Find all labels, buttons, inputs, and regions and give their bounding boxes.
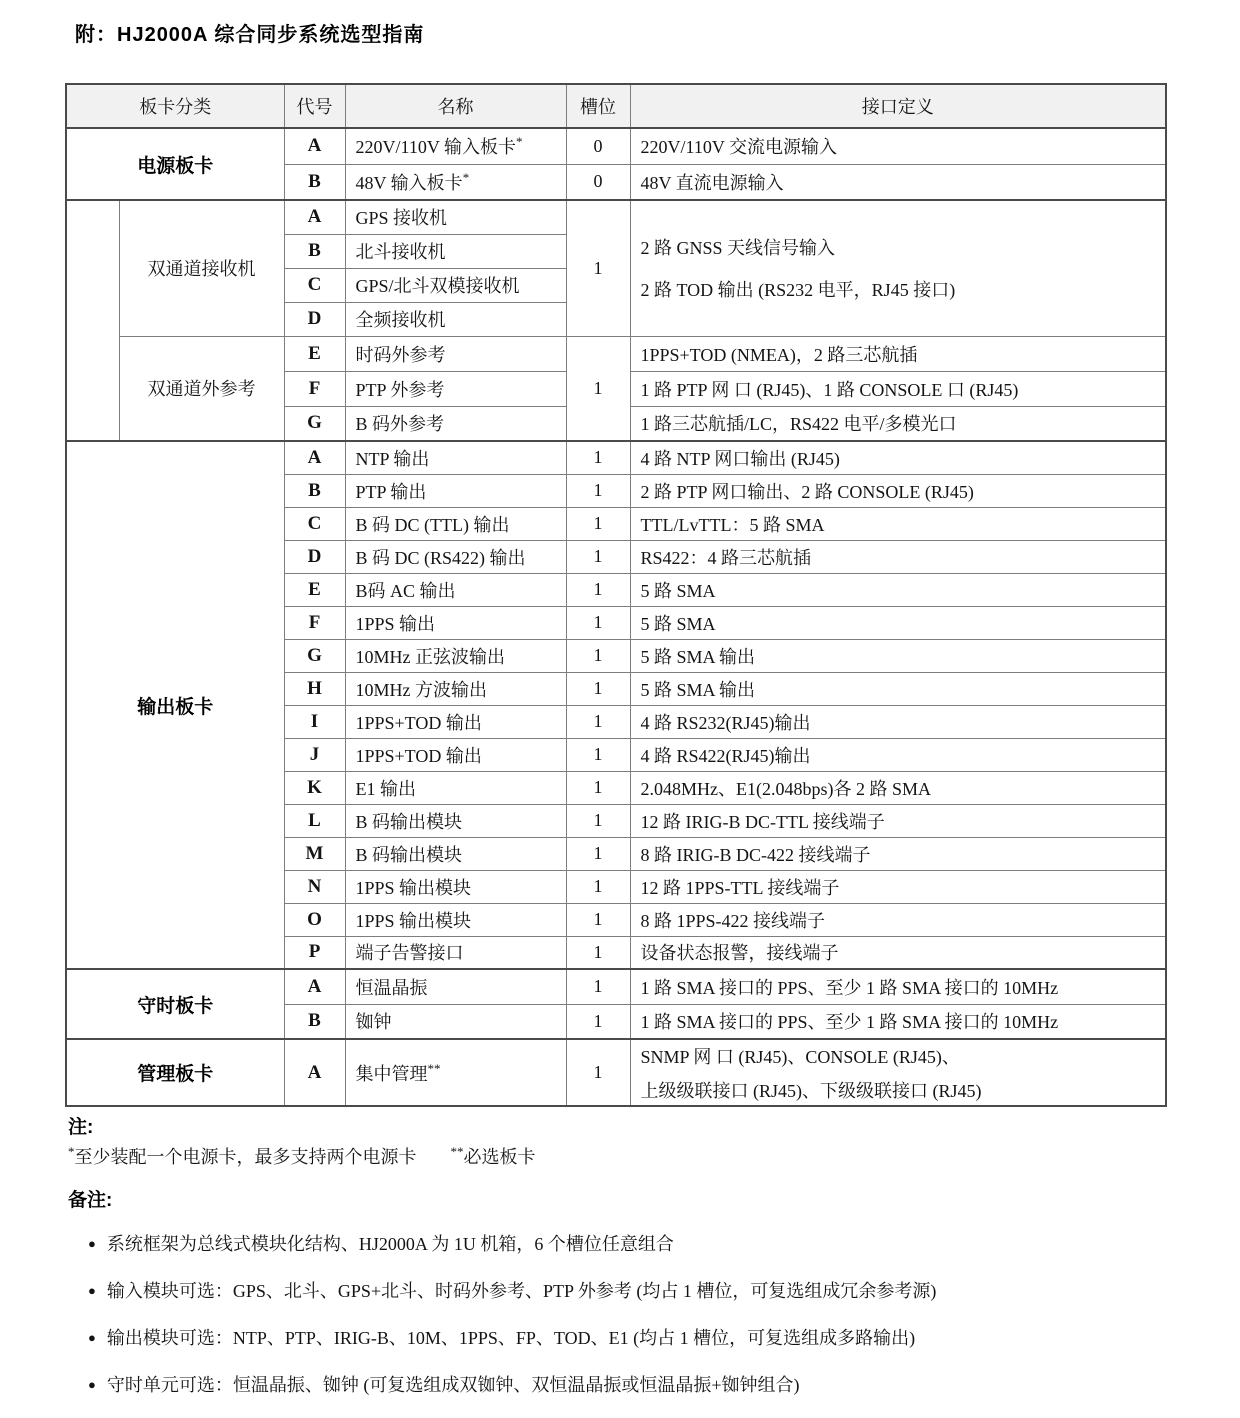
code-cell: A [284, 200, 345, 234]
category-ext-ref: 双通道外参考 [119, 336, 284, 441]
note-label: 注: [68, 1117, 94, 1138]
interface-line: SNMP 网 口 (RJ45)、CONSOLE (RJ45)、 [640, 1046, 960, 1067]
interface-cell: 1 路 SMA 接口的 PPS、至少 1 路 SMA 接口的 10MHz [630, 969, 1166, 1004]
slot-cell: 1 [566, 1004, 630, 1039]
name-cell: 全频接收机 [345, 302, 566, 336]
category-receiver: 双通道接收机 [119, 200, 284, 336]
code-cell: G [284, 406, 345, 441]
interface-line: 2 路 GNSS 天线信号输入 [640, 238, 836, 259]
bullet-text: 输出模块可选：NTP、PTP、IRIG-B、10M、1PPS、FP、TOD、E1 (均占 1 槽位，可复选组成多路输出) [106, 1328, 916, 1348]
footnote-star: * [68, 1144, 75, 1159]
code-cell: H [284, 672, 345, 705]
name-cell [345, 1039, 566, 1106]
slot-cell: 1 [566, 639, 630, 672]
slot-cell: 1 [566, 903, 630, 936]
name-cell: GPS 接收机 [345, 200, 566, 234]
slot-cell: 1 [566, 738, 630, 771]
category-power: 电源板卡 [66, 128, 284, 200]
name-cell: 1PPS+TOD 输出 [345, 705, 566, 738]
code-cell: K [284, 771, 345, 804]
name-cell: 时码外参考 [345, 336, 566, 371]
interface-cell: 5 路 SMA [630, 573, 1166, 606]
footnote-star-2: ** [450, 1144, 464, 1159]
table-row [66, 200, 1166, 234]
slot-cell: 1 [566, 837, 630, 870]
header-slot: 槽位 [566, 84, 630, 128]
list-item [88, 1371, 1178, 1397]
name-cell: PTP 输出 [345, 474, 566, 507]
category-timekeeping: 守时板卡 [66, 969, 284, 1039]
name-cell: 1PPS 输出模块 [345, 870, 566, 903]
interface-cell: TTL/LvTTL：5 路 SMA [630, 507, 1166, 540]
interface-line: 2 路 TOD 输出 (RS232 电平，RJ45 接口) [640, 280, 956, 301]
table-row [66, 128, 1166, 164]
interface-cell [630, 200, 1166, 336]
slot-cell: 0 [566, 164, 630, 200]
code-cell: A [284, 441, 345, 474]
name-cell: B 码输出模块 [345, 837, 566, 870]
selection-guide-table [65, 83, 1167, 1107]
code-cell: C [284, 507, 345, 540]
bullet-text: 系统框架为总线式模块化结构、HJ2000A 为 1U 机箱，6 个槽位任意组合 [106, 1234, 674, 1254]
header-category: 板卡分类 [66, 84, 284, 128]
footnote-text-2: 必选板卡 [463, 1147, 536, 1167]
table-row [66, 441, 1166, 474]
board-name: 集中管理 [355, 1063, 428, 1084]
name-cell: NTP 输出 [345, 441, 566, 474]
interface-cell: 4 路 RS422(RJ45)输出 [630, 738, 1166, 771]
interface-cell: 8 路 IRIG-B DC-422 接线端子 [630, 837, 1166, 870]
slot-cell: 1 [566, 336, 630, 441]
code-cell: A [284, 1039, 345, 1106]
interface-cell: 4 路 NTP 网口输出 (RJ45) [630, 441, 1166, 474]
code-cell: C [284, 268, 345, 302]
code-cell: F [284, 371, 345, 406]
interface-cell: 5 路 SMA [630, 606, 1166, 639]
name-cell: PTP 外参考 [345, 371, 566, 406]
slot-cell: 1 [566, 1039, 630, 1106]
code-cell: A [284, 969, 345, 1004]
code-cell: B [284, 164, 345, 200]
interface-cell: 12 路 IRIG-B DC-TTL 接线端子 [630, 804, 1166, 837]
code-cell: E [284, 336, 345, 371]
interface-line: 上级级联接口 (RJ45)、下级级联接口 (RJ45) [640, 1080, 982, 1101]
code-cell: G [284, 639, 345, 672]
code-cell: B [284, 1004, 345, 1039]
name-cell: B 码输出模块 [345, 804, 566, 837]
slot-cell: 1 [566, 870, 630, 903]
page-title: 附：HJ2000A 综合同步系统选型指南 [75, 24, 425, 46]
footnote-text: 至少装配一个电源卡，最多支持两个电源卡 [74, 1147, 417, 1167]
footnote-marker: * [516, 134, 523, 150]
table-row [66, 336, 1166, 371]
footnote-marker: * [462, 169, 470, 185]
code-cell: P [284, 936, 345, 969]
slot-cell: 1 [566, 606, 630, 639]
code-cell: N [284, 870, 345, 903]
code-cell: D [284, 540, 345, 573]
code-cell: F [284, 606, 345, 639]
interface-cell: 1 路 SMA 接口的 PPS、至少 1 路 SMA 接口的 10MHz [630, 1004, 1166, 1039]
category-output: 输出板卡 [66, 441, 284, 969]
name-cell: 铷钟 [345, 1004, 566, 1039]
footnote-line [68, 1143, 1178, 1169]
name-cell: 1PPS 输出 [345, 606, 566, 639]
name-cell: B 码 DC (TTL) 输出 [345, 507, 566, 540]
code-cell: M [284, 837, 345, 870]
name-cell: B码 AC 输出 [345, 573, 566, 606]
table-row [66, 969, 1166, 1004]
name-cell: 1PPS+TOD 输出 [345, 738, 566, 771]
interface-cell: 2.048MHz、E1(2.048bps)各 2 路 SMA [630, 771, 1166, 804]
slot-cell: 1 [566, 771, 630, 804]
code-cell: J [284, 738, 345, 771]
bullet-icon: ● [88, 1376, 96, 1392]
interface-cell [630, 1039, 1166, 1106]
slot-cell: 1 [566, 969, 630, 1004]
interface-cell: 设备状态报警，接线端子 [630, 936, 1166, 969]
slot-cell: 1 [566, 672, 630, 705]
code-cell: I [284, 705, 345, 738]
bullet-icon: ● [88, 1235, 96, 1251]
interface-cell: RS422：4 路三芯航插 [630, 540, 1166, 573]
interface-cell: 1 路 PTP 网 口 (RJ45)、1 路 CONSOLE 口 (RJ45) [630, 371, 1166, 406]
slot-cell: 0 [566, 128, 630, 164]
code-cell: E [284, 573, 345, 606]
code-cell: O [284, 903, 345, 936]
name-cell: GPS/北斗双模接收机 [345, 268, 566, 302]
bullet-icon: ● [88, 1282, 96, 1298]
bullet-icon: ● [88, 1329, 96, 1345]
slot-cell: 1 [566, 507, 630, 540]
name-cell [345, 164, 566, 200]
list-item [88, 1230, 1178, 1256]
slot-cell: 1 [566, 804, 630, 837]
slot-cell: 1 [566, 936, 630, 969]
code-cell: B [284, 474, 345, 507]
remark-label: 备注: [68, 1190, 113, 1211]
interface-cell: 5 路 SMA 输出 [630, 672, 1166, 705]
bullet-text: 守时单元可选：恒温晶振、铷钟 (可复选组成双铷钟、双恒温晶振或恒温晶振+铷钟组合) [106, 1375, 800, 1395]
list-item [88, 1277, 1178, 1303]
slot-cell: 1 [566, 474, 630, 507]
table-header-row [66, 84, 1166, 128]
name-cell: 端子告警接口 [345, 936, 566, 969]
slot-cell: 1 [566, 441, 630, 474]
interface-cell: 1PPS+TOD (NMEA)，2 路三芯航插 [630, 336, 1166, 371]
header-name: 名称 [345, 84, 566, 128]
name-cell: 恒温晶振 [345, 969, 566, 1004]
interface-cell: 2 路 PTP 网口输出、2 路 CONSOLE (RJ45) [630, 474, 1166, 507]
interface-cell: 220V/110V 交流电源输入 [630, 128, 1166, 164]
list-item [88, 1324, 1178, 1350]
interface-cell: 8 路 1PPS-422 接线端子 [630, 903, 1166, 936]
bullet-text: 输入模块可选：GPS、北斗、GPS+北斗、时码外参考、PTP 外参考 (均占 1 槽位，可复选组成冗余参考源) [106, 1281, 937, 1301]
table-row [66, 1039, 1166, 1106]
name-cell: E1 输出 [345, 771, 566, 804]
name-cell [345, 128, 566, 164]
name-cell: B 码外参考 [345, 406, 566, 441]
header-interface: 接口定义 [630, 84, 1166, 128]
slot-cell: 1 [566, 705, 630, 738]
interface-cell: 12 路 1PPS-TTL 接线端子 [630, 870, 1166, 903]
input-group-spacer-cell [66, 200, 119, 441]
name-cell: 1PPS 输出模块 [345, 903, 566, 936]
code-cell: B [284, 234, 345, 268]
interface-cell: 4 路 RS232(RJ45)输出 [630, 705, 1166, 738]
board-name: 220V/110V 输入板卡 [355, 137, 517, 158]
name-cell: 10MHz 方波输出 [345, 672, 566, 705]
interface-cell: 5 路 SMA 输出 [630, 639, 1166, 672]
code-cell: L [284, 804, 345, 837]
notes-section [68, 1112, 1178, 1418]
name-cell: B 码 DC (RS422) 输出 [345, 540, 566, 573]
interface-cell: 48V 直流电源输入 [630, 164, 1166, 200]
code-cell: D [284, 302, 345, 336]
name-cell: 10MHz 正弦波输出 [345, 639, 566, 672]
category-management: 管理板卡 [66, 1039, 284, 1106]
slot-cell: 1 [566, 200, 630, 336]
board-name: 48V 输入板卡 [355, 172, 463, 193]
interface-cell: 1 路三芯航插/LC，RS422 电平/多模光口 [630, 406, 1166, 441]
footnote-marker: ** [427, 1060, 441, 1076]
code-cell: A [284, 128, 345, 164]
header-code: 代号 [284, 84, 345, 128]
slot-cell: 1 [566, 540, 630, 573]
slot-cell: 1 [566, 573, 630, 606]
name-cell: 北斗接收机 [345, 234, 566, 268]
